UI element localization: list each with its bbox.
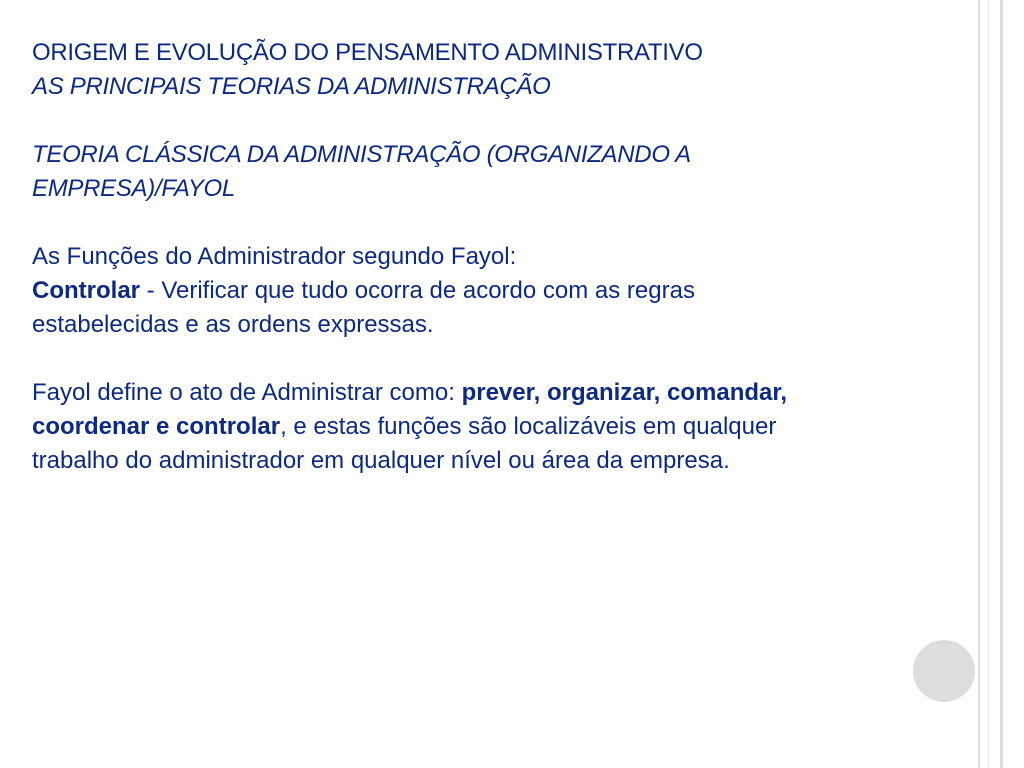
- spacer: [32, 342, 932, 376]
- title-line-2: AS PRINCIPAIS TEORIAS DA ADMINISTRAÇÃO: [32, 73, 551, 100]
- fayol-functions-1: prever, organizar, comandar,: [461, 379, 788, 406]
- functions-intro: As Funções do Administrador segundo Fayol:: [32, 243, 517, 270]
- controlar-paragraph-line-2: estabelecidas e as ordens expressas.: [32, 311, 434, 338]
- spacer: [32, 206, 932, 240]
- fayol-functions-2: coordenar e controlar: [32, 413, 281, 440]
- subtitle-line-2: EMPRESA)/FAYOL: [32, 175, 235, 202]
- fayol-paragraph-line-3: trabalho do administrador em qualquer nível ou área da empresa.: [32, 447, 730, 474]
- right-border-decoration: [978, 0, 1024, 768]
- fayol-rest-2: , e estas funções são localizáveis em qualquer: [280, 413, 777, 440]
- controlar-term: Controlar: [32, 277, 140, 304]
- border-line: [1000, 0, 1003, 768]
- slide-content: [32, 36, 932, 478]
- fayol-paragraph-line-2: [32, 410, 932, 444]
- fayol-intro: Fayol define o ato de Administrar como:: [32, 379, 462, 406]
- fayol-paragraph-line-1: [32, 376, 932, 410]
- border-line: [978, 0, 980, 768]
- title-line-1: ORIGEM E EVOLUÇÃO DO PENSAMENTO ADMINISTRATIVO: [32, 39, 703, 66]
- subtitle-line-1: TEORIA CLÁSSICA DA ADMINISTRAÇÃO (ORGANIZANDO A: [32, 141, 691, 168]
- spacer: [32, 104, 932, 138]
- circle-decoration: [913, 640, 975, 702]
- controlar-definition-1: - Verificar que tudo ocorra de acordo com as regras: [140, 277, 695, 304]
- border-line: [988, 0, 989, 768]
- controlar-paragraph-line-1: [32, 274, 932, 308]
